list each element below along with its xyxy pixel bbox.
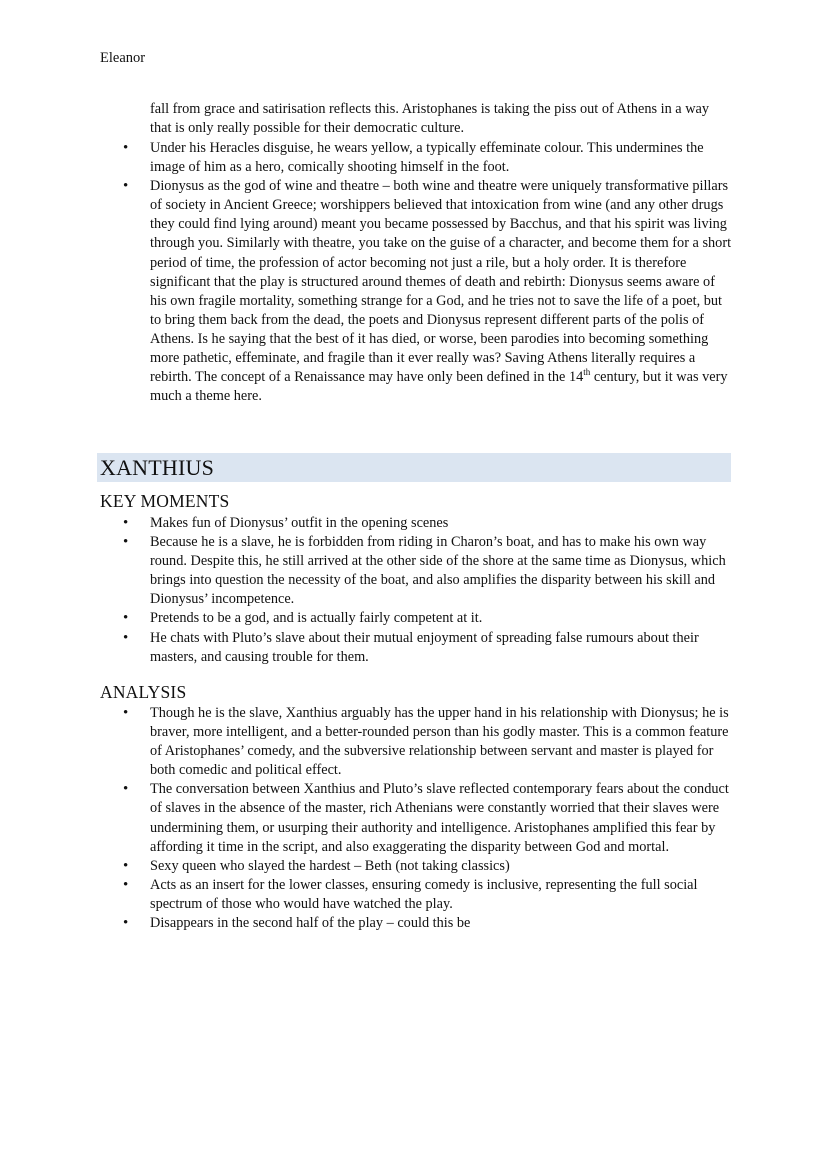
list-item: • Sexy queen who slayed the hardest – Beth (not taking classics) <box>150 857 735 876</box>
intro-bullet-list <box>150 139 735 406</box>
list-item: • Because he is a slave, he is forbidden from riding in Charon’s boat, and has to make his own way round. Despite this, he still arrived at the other side of the shore at the same time as Dionysus, which brings into question the necessity of the boat, and also amplifies the disparity between his skill and Dionysus’ incompetence. <box>150 533 735 609</box>
list-item: • He chats with Pluto’s slave about their mutual enjoyment of spreading false rumours about their masters, and causing trouble for them. <box>150 629 735 667</box>
list-item: • Makes fun of Dionysus’ outfit in the opening scenes <box>150 514 735 533</box>
list-item: • Though he is the slave, Xanthius arguably has the upper hand in his relationship with Dionysus; he is braver, more intelligent, and a better-rounded person than his godly master. This is a common feature of Aristophanes’ comedy, and the subversive relationship between servant and master is played for both comedic and political effect. <box>150 704 735 780</box>
analysis-heading: ANALYSIS <box>100 682 187 702</box>
list-item: • Pretends to be a god, and is actually fairly competent at it. <box>150 609 735 628</box>
key-moments-heading: KEY MOMENTS <box>100 491 230 511</box>
header-author-name: Eleanor <box>100 50 146 66</box>
list-item: • Under his Heracles disguise, he wears yellow, a typically effeminate colour. This undermines the image of him as a hero, comically shooting himself in the foot. <box>150 139 735 177</box>
list-item-text-tail: century, but it was very much a theme here. <box>150 369 728 405</box>
analysis-list <box>150 704 735 933</box>
list-item: • The conversation between Xanthius and Pluto’s slave reflected contemporary fears about the conduct of slaves in the absence of the master, rich Athenians were constantly worried that their slaves were undermining them, or usurping their authority and intelligence. Aristophanes amplified this fear by affording it time in the script, and also exaggerating the disparity between God and mortal. <box>150 780 735 856</box>
list-item-text: Dionysus as the god of wine and theatre – both wine and theatre were uniquely transformative pillars of society in Ancient Greece; worshippers believed that intoxication from wine (and any other drugs they could find lying around) meant you became possessed by Bacchus, and that his spirit was living through you. Similarly with theatre, you take on the guise of a character, and become them for a short period of time, the profession of actor becoming not just a rile, but a holy order. It is therefore significant that the play is structured around themes of death and rebirth: Dionysus seems aware of his own fragile mortality, something strange for a God, and he tries not to save the life of a poet, but to bring them back from the dead, the poets and Dionysus represent different parts of the polis of Athens. Is he saying that the best of it has died, or worse, been parodies into becoming something more pathetic, effeminate, and fragile than it ever really was? Saving Athens literally requires a rebirth. The concept of a Renaissance may have only been defined in the 14 <box>150 178 732 386</box>
superscript-ordinal: th <box>583 367 591 378</box>
list-item <box>150 177 735 406</box>
key-moments-list <box>150 514 735 667</box>
section-heading: XANTHIUS <box>97 453 731 482</box>
continuation-paragraph: fall from grace and satirisation reflects this. Aristophanes is taking the piss out of Athens in a way that is only really possible for their democratic culture. <box>150 101 710 137</box>
list-item: • Disappears in the second half of the play – could this be <box>150 914 735 933</box>
list-item: • Acts as an insert for the lower classes, ensuring comedy is inclusive, representing the full social spectrum of those who would have watched the play. <box>150 876 735 914</box>
